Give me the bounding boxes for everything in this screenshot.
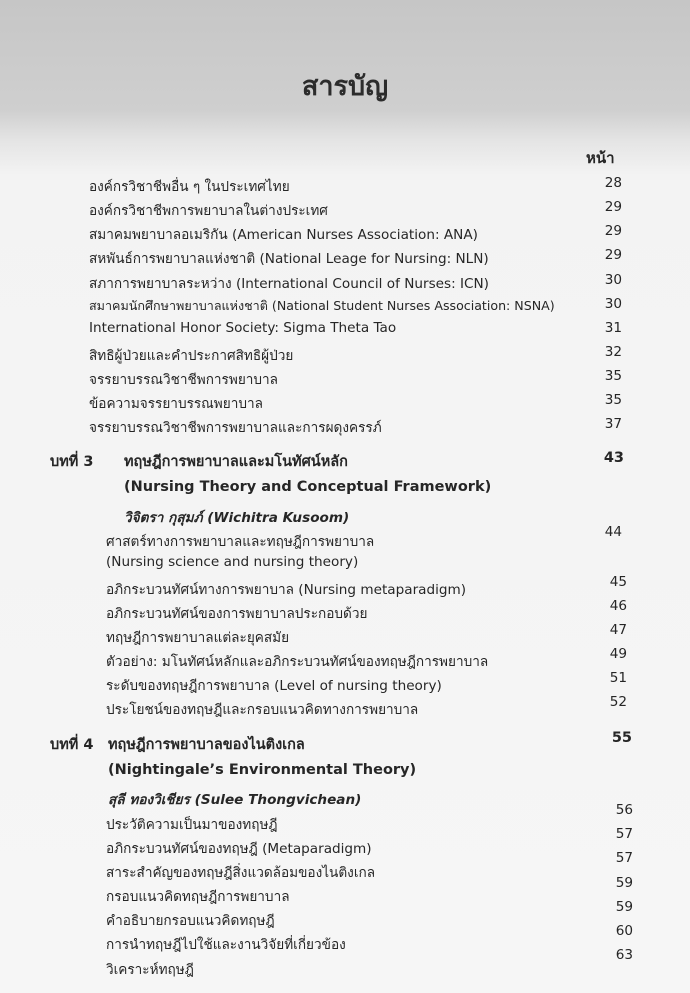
chapter-page: 43 [603,450,624,466]
toc-entry-page: 45 [609,574,627,590]
toc-entry-page: 57 [615,826,633,842]
toc-entry-text: ประวัติความเป็นมาของทฤษฎี [106,817,278,833]
toc-entry-page: 59 [615,875,633,891]
toc-entry-page: 31 [604,320,622,336]
toc-entry-page: 56 [615,802,633,818]
toc-entry-page: 44 [604,524,622,540]
chapter-title: ทฤษฎีการพยาบาลและมโนทัศน์หลัก [124,454,348,470]
toc-entry-text: องค์กรวิชาชีพการพยาบาลในต่างประเทศ [89,203,328,219]
toc-entry-text: ระดับของทฤษฎีการพยาบาล (Level of nursing theory) [106,678,442,694]
toc-entry-text: อภิกระบวนทัศน์ของการพยาบาลประกอบด้วย [106,606,368,622]
toc-entry-text: ประโยชน์ของทฤษฎีและกรอบแนวคิดทางการพยาบาล [106,702,419,718]
toc-entry-text: สหพันธ์การพยาบาลแห่งชาติ (National Leage for Nursing: NLN) [89,251,489,267]
toc-entry-page: 46 [609,598,627,614]
page-column-label: หน้า [586,149,615,167]
toc-entry-text: สภาการพยาบาลระหว่าง (International Council of Nurses: ICN) [89,276,489,292]
chapter-title-en: (Nursing Theory and Conceptual Framework) [124,479,492,495]
toc-entry-text: สิทธิผู้ป่วยและคำประกาศสิทธิผู้ป่วย [89,348,294,364]
toc-entry-page: 35 [604,392,622,408]
toc-entry-text: จรรยาบรรณวิชาชีพการพยาบาล [89,372,279,388]
toc-entry-page: 59 [615,899,633,915]
toc-entry-page: 60 [615,923,633,939]
toc-entry-text: องค์กรวิชาชีพอื่น ๆ ในประเทศไทย [89,179,290,195]
chapter-title-en: (Nightingale’s Environmental Theory) [108,762,417,778]
toc-entry-text: อภิกระบวนทัศน์ทางการพยาบาล (Nursing metaparadigm) [106,582,467,598]
toc-entry-page: 52 [609,694,627,710]
toc-entry-page: 47 [609,622,627,638]
chapter-label: บทที่ 4 [50,737,94,753]
toc-entry-page: 30 [604,296,622,312]
toc-entry-text: (Nursing science and nursing theory) [106,554,359,570]
toc-entry-text: International Honor Society: Sigma Theta Tao [89,320,397,336]
toc-entry-text: คำอธิบายกรอบแนวคิดทฤษฎี [106,913,275,929]
toc-entry-page: 28 [604,175,622,191]
toc-entry-text: สาระสำคัญของทฤษฎีสิ่งแวดล้อมของไนติงเกล [106,865,376,881]
toc-entry-page: 57 [615,850,633,866]
toc-entry-page: 51 [609,670,627,686]
chapter-author: วิจิตรา กุสุมภ์ (Wichitra Kusoom) [124,510,350,526]
toc-entry-page: 30 [604,272,622,288]
chapter-author: สุลี ทองวิเชียร (Sulee Thongvichean) [108,792,362,808]
toc-entry-text: อภิกระบวนทัศน์ของทฤษฎี (Metaparadigm) [106,841,372,857]
toc-entry-text: ศาสตร์ทางการพยาบาลและทฤษฎีการพยาบาล [106,534,375,550]
toc-entry-text: จรรยาบรรณวิชาชีพการพยาบาลและการผดุงครรภ์ [89,420,382,436]
toc-entry-text: ตัวอย่าง: มโนทัศน์หลักและอภิกระบวนทัศน์ของทฤษฎีการพยาบาล [106,654,489,670]
toc-entry-text: วิเคราะห์ทฤษฎี [106,962,194,978]
toc-entry-page: 29 [604,247,622,263]
toc-entry-text: ข้อความจรรยาบรรณพยาบาล [89,396,263,412]
toc-entry-text: การนำทฤษฎีไปใช้และงานวิจัยที่เกี่ยวข้อง [106,937,346,953]
toc-entry-text: ทฤษฎีการพยาบาลแต่ละยุคสมัย [106,630,290,646]
toc-entry-page: 29 [604,223,622,239]
chapter-page: 55 [611,730,632,746]
toc-entry-page: 35 [604,368,622,384]
toc-entry-page: 32 [604,344,622,360]
chapter-title: ทฤษฎีการพยาบาลของไนติงเกล [108,737,305,753]
toc-entry-page: 49 [609,646,627,662]
toc-entry-page: 63 [615,947,633,963]
page-title: สารบัญ [301,71,389,102]
toc-entry-text: กรอบแนวคิดทฤษฎีการพยาบาล [106,889,290,905]
toc-entry-text: สมาคมนักศึกษาพยาบาลแห่งชาติ (National Student Nurses Association: NSNA) [89,298,555,313]
toc-entry-page: 37 [604,416,622,432]
chapter-label: บทที่ 3 [50,454,94,470]
toc-entry-text: สมาคมพยาบาลอเมริกัน (American Nurses Association: ANA) [89,227,478,243]
toc-entry-page: 29 [604,199,622,215]
